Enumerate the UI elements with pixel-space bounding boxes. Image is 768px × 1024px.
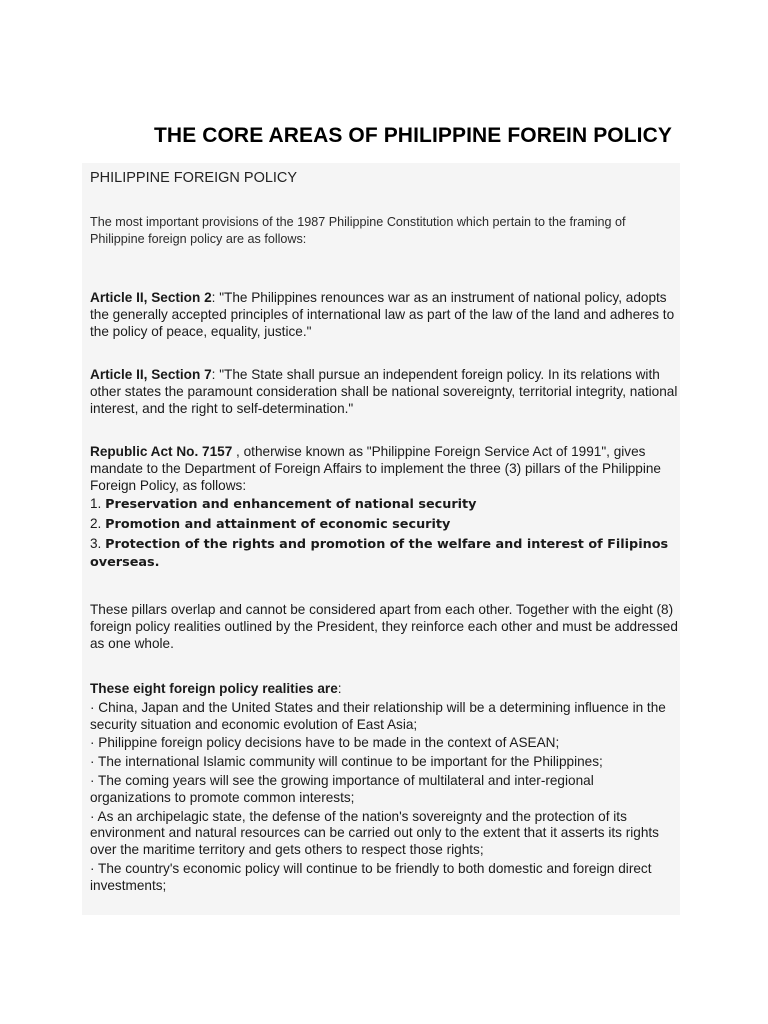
pillar-item: [90, 496, 678, 514]
republic-act-text: , otherwise known as "Philippine Foreign Service Act of 1991", gives mandate to the Department of Foreign Affairs to implement the three (3) pillars of the Philippine Foreign Policy, as follows:: [90, 444, 661, 493]
pillars-paragraph: These pillars overlap and cannot be considered apart from each other. Together with the eight (8) foreign policy realities outlined by the President, they reinforce each other and must be addressed as one whole.: [90, 602, 678, 651]
republic-act-paragraph: [90, 444, 678, 572]
article-7-paragraph: [90, 367, 678, 417]
list-item: · Philippine foreign policy decisions have to be made in the context of ASEAN;: [90, 735, 560, 751]
realities-heading: [90, 681, 678, 698]
pillar-text: Protection of the rights and promotion of the welfare and interest of Filipinos overseas.: [90, 536, 669, 570]
pillar-number: 1.: [90, 496, 106, 512]
pillar-item: [90, 516, 678, 534]
article-2-paragraph: [90, 290, 678, 340]
republic-act-label: Republic Act No. 7157: [90, 444, 233, 459]
pillar-number: 2.: [90, 516, 106, 532]
intro-paragraph: The most important provisions of the 1987 Philippine Constitution which pertain to the framing of Philippine foreign policy are as follows:: [90, 215, 626, 246]
list-item: · As an archipelagic state, the defense of the nation's sovereignty and the protection of its environment and natural resources can be carried out only to the extent that it asserts its rights over the maritime territory and gets others to respect those rights;: [90, 808, 659, 858]
realities-label: These eight foreign policy realities are: [90, 681, 338, 696]
article-2-label: Article II, Section 2: [90, 290, 212, 305]
pillar-item: [90, 536, 678, 572]
pillar-text: Promotion and attainment of economic security: [105, 517, 451, 533]
pillar-number: 3.: [90, 535, 106, 551]
article-7-label: Article II, Section 7: [90, 367, 212, 382]
realities-section: [90, 681, 678, 895]
list-item: · The coming years will see the growing importance of multilateral and inter-regional organizations to promote common interests;: [90, 772, 594, 805]
article-7-text: : "The State shall pursue an independent foreign policy. In its relations with other states the paramount consideration shall be national sovereignty, territorial integrity, national interest, and the right to self-determination.": [90, 367, 678, 416]
realities-colon: :: [337, 681, 342, 696]
list-item: · The international Islamic community will continue to be important for the Philippines;: [90, 754, 603, 770]
article-2-text: : "The Philippines renounces war as an instrument of national policy, adopts the generally accepted principles of international law as part of the law of the land and adheres to the policy of peace, equality, justice.": [90, 290, 675, 339]
list-item: · The country's economic policy will continue to be friendly to both domestic and foreign direct investments;: [90, 860, 652, 893]
list-item: · China, Japan and the United States and their relationship will be a determining influence in the security situation and economic evolution of East Asia;: [90, 699, 666, 732]
section-heading: PHILIPPINE FOREIGN POLICY: [90, 170, 298, 186]
pillar-text: Preservation and enhancement of national security: [105, 497, 477, 513]
page-title: THE CORE AREAS OF PHILIPPINE FOREIN POLICY: [154, 124, 672, 147]
